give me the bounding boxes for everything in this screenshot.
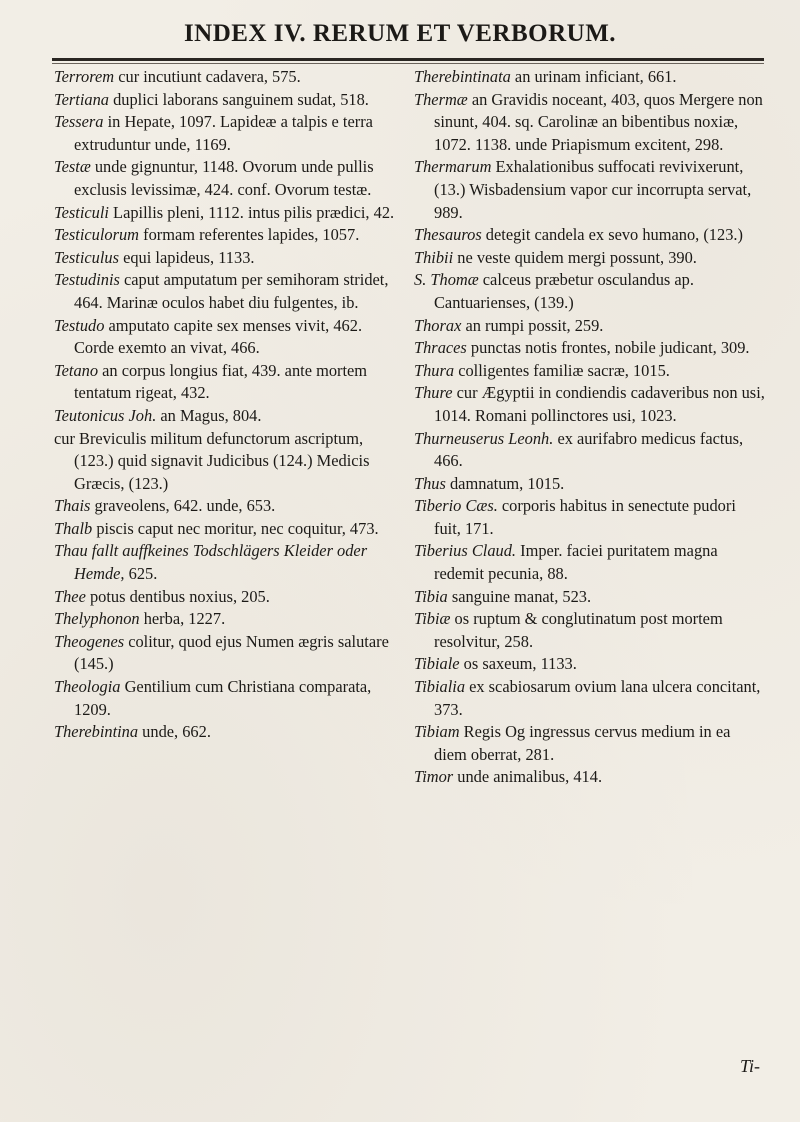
index-entry-text: unde animalibus, 414.: [453, 767, 603, 787]
index-headword: Thalb: [54, 518, 93, 538]
index-entry: [54, 518, 404, 541]
index-headword: S. Thomæ: [414, 270, 479, 290]
index-entry-text: cur Ægyptii in condiendis cadaveribus non usi, 1014. Romani pollinctores usi, 1023.: [434, 383, 765, 425]
index-entry: [54, 224, 404, 247]
index-entry-text: unde, 662.: [138, 722, 211, 742]
index-headword: Therebintina: [54, 722, 139, 742]
index-entry-text: an urinam inficiant, 661.: [510, 67, 677, 86]
index-headword: Testæ: [54, 157, 91, 177]
index-headword: Tiberio Cæs.: [414, 496, 498, 516]
index-headword: Tibia: [414, 586, 448, 606]
left-column: [54, 66, 404, 744]
index-headword: Thraces: [414, 338, 467, 358]
index-entry: [54, 315, 404, 360]
index-entry: [414, 473, 766, 496]
index-entry-text: herba, 1227.: [139, 609, 226, 629]
header-rule: [52, 58, 764, 61]
index-headword: Thorax: [414, 315, 462, 335]
index-entry: [54, 247, 404, 270]
index-entry-text: ne veste quidem mergi possunt, 390.: [453, 247, 697, 267]
index-entry: [414, 676, 766, 721]
index-entry-text: an rumpi possit, 259.: [461, 315, 604, 335]
index-entry-text: caput amputatum per semihoram stridet, 464. Marinæ oculos habet diu fulgentes, ib.: [74, 270, 389, 312]
index-entry: [414, 269, 766, 314]
index-entry: [54, 608, 404, 631]
index-headword: Testiculus: [54, 247, 119, 267]
index-entry: [414, 540, 766, 585]
index-headword: Thus: [414, 473, 446, 493]
index-headword: Thermarum: [414, 157, 492, 177]
index-entry-text: Regis Og ingressus cervus medium in ea diem oberrat, 281.: [434, 722, 731, 764]
index-entry: [414, 586, 766, 609]
index-entry-text: damnatum, 1015.: [445, 473, 565, 493]
index-entry-text: potus dentibus noxius, 205.: [85, 586, 270, 606]
index-entry: [54, 540, 404, 585]
index-entry: [414, 608, 766, 653]
index-entry: [414, 247, 766, 270]
index-headword: Testudinis: [54, 270, 120, 290]
index-headword: Thura: [414, 360, 455, 380]
index-entry: [414, 89, 766, 157]
index-headword: Terrorem: [54, 67, 115, 86]
index-entry-text: colitur, quod ejus Numen ægris salutare (145.): [74, 631, 389, 674]
index-entry-text: graveolens, 642. unde, 653.: [90, 496, 276, 516]
index-entry-text: piscis caput nec moritur, nec coquitur, 473.: [92, 518, 379, 538]
index-entry-text: colligentes familiæ sacræ, 1015.: [454, 360, 670, 380]
index-headword: Thau fallt auffkeines Todschlägers Kleider oder Hemde,: [54, 541, 368, 584]
index-headword: Theologia: [54, 677, 121, 697]
index-entry: [54, 360, 404, 405]
index-headword: Tibiæ: [414, 609, 451, 629]
index-entry: [414, 428, 766, 473]
index-entry: [54, 66, 404, 89]
index-entry-text: cur incutiunt cadavera, 575.: [114, 67, 301, 86]
index-headword: Tiberius Claud.: [414, 541, 517, 561]
index-entry-text: formam referentes lapides, 1057.: [139, 225, 360, 245]
index-entry-text: Exhalationibus suffocati revivixerunt, (13.) Wisbadensium vapor cur incorrupta servat, 989.: [434, 157, 752, 222]
index-entry: [414, 337, 766, 360]
index-headword: Thais: [54, 496, 91, 516]
index-entry: [414, 156, 766, 224]
index-headword: Thee: [54, 586, 86, 606]
index-entry-text: ex aurifabro medicus factus, 466.: [434, 428, 744, 471]
index-entry: [54, 269, 404, 314]
index-entry: [414, 224, 766, 247]
index-headword: Theogenes: [54, 631, 125, 651]
index-entry-text: calceus præbetur osculandus ap. Cantuarienses, (139.): [434, 270, 694, 312]
index-entry-text: duplici laborans sanguinem sudat, 518.: [108, 89, 369, 109]
index-entry: [54, 111, 404, 156]
index-entry-text: os ruptum & conglutinatum post mortem resolvitur, 258.: [434, 609, 723, 651]
index-entry-text: corporis habitus in senectute pudori fuit, 171.: [434, 496, 736, 538]
index-entry-text: Lapillis pleni, 1112. intus pilis prædici, 42.: [108, 202, 395, 222]
index-headword: Thelyphonon: [54, 609, 140, 629]
index-entry: [414, 653, 766, 676]
index-entry: [54, 202, 404, 225]
index-entry-text: 625.: [124, 564, 158, 584]
index-entry-text: sanguine manat, 523.: [447, 586, 592, 606]
index-entry-text: an Magus, 804.: [156, 405, 262, 425]
index-entry: [54, 428, 404, 496]
index-headword: Tibiale: [414, 654, 460, 674]
index-entry: [414, 721, 766, 766]
index-entry-text: punctas notis frontes, nobile judicant, 309.: [466, 338, 750, 358]
index-headword: Thesauros: [414, 225, 482, 245]
index-headword: Tetano: [54, 360, 99, 380]
index-entry-text: unde gignuntur, 1148. Ovorum unde pullis exclusis levissimæ, 424. conf. Ovorum testæ.: [74, 157, 374, 199]
header-rule-thin: [52, 63, 764, 64]
index-headword: Timor: [414, 767, 454, 787]
index-entry: [414, 315, 766, 338]
index-headword: Thibii: [414, 247, 454, 267]
index-entry: [54, 631, 404, 676]
index-headword: Tibiam: [414, 722, 460, 742]
index-entry: [414, 382, 766, 427]
index-headword: Tessera: [54, 112, 104, 132]
index-entry-text: cur Breviculis militum defunctorum ascriptum, (123.) quid signavit Judicibus (124.) Medicis Græcis, (123.): [54, 428, 370, 493]
index-headword: Testiculi: [54, 202, 109, 222]
index-entry: [54, 586, 404, 609]
index-entry-text: in Hepate, 1097. Lapideæ a talpis e terra extruduntur unde, 1169.: [74, 112, 373, 154]
right-column: [414, 66, 766, 789]
index-headword: Thurneuserus Leonh.: [414, 428, 554, 448]
index-entry-text: os saxeum, 1133.: [459, 654, 577, 674]
index-headword: Testiculorum: [54, 225, 140, 245]
index-headword: Thermæ: [414, 89, 468, 109]
index-entry-text: an corpus longius fiat, 439. ante mortem tentatum rigeat, 432.: [74, 360, 368, 403]
index-headword: Therebintinata: [414, 67, 511, 86]
index-entry-text: Gentilium cum Christiana comparata, 1209.: [74, 677, 372, 719]
index-entry: [414, 766, 766, 789]
index-entry: [54, 676, 404, 721]
index-entry-text: amputato capite sex menses vivit, 462. Corde exemto an vivat, 466.: [74, 315, 363, 358]
index-entry: [54, 721, 404, 744]
index-entry: [414, 66, 766, 89]
index-entry: [54, 156, 404, 201]
catchword: Ti-: [739, 1056, 760, 1076]
index-headword: Teutonicus Joh.: [54, 405, 157, 425]
index-entry: [414, 495, 766, 540]
index-entry-text: Imper. faciei puritatem magna redemit pecunia, 88.: [434, 541, 718, 584]
index-headword: Thure: [414, 383, 453, 403]
index-headword: Tibialia: [414, 677, 466, 697]
index-entry-text: equi lapideus, 1133.: [118, 247, 255, 267]
index-entry-text: detegit candela ex sevo humano, (123.): [481, 225, 743, 245]
page-title: INDEX IV. RERUM ET VERBORUM.: [183, 20, 617, 47]
index-entry: [54, 89, 404, 112]
index-entry-text: ex scabiosarum ovium lana ulcera concitant, 373.: [434, 677, 761, 719]
index-entry: [54, 495, 404, 518]
index-headword: Tertiana: [54, 89, 109, 109]
index-entry: [414, 360, 766, 383]
index-headword: Testudo: [54, 315, 105, 335]
index-entry: [54, 405, 404, 428]
index-entry-text: an Gravidis noceant, 403, quos Mergere non sinunt, 404. sq. Carolinæ an bibentibus noxiæ, 1072. 1138. unde Priapismum excitent, 298.: [434, 89, 763, 154]
